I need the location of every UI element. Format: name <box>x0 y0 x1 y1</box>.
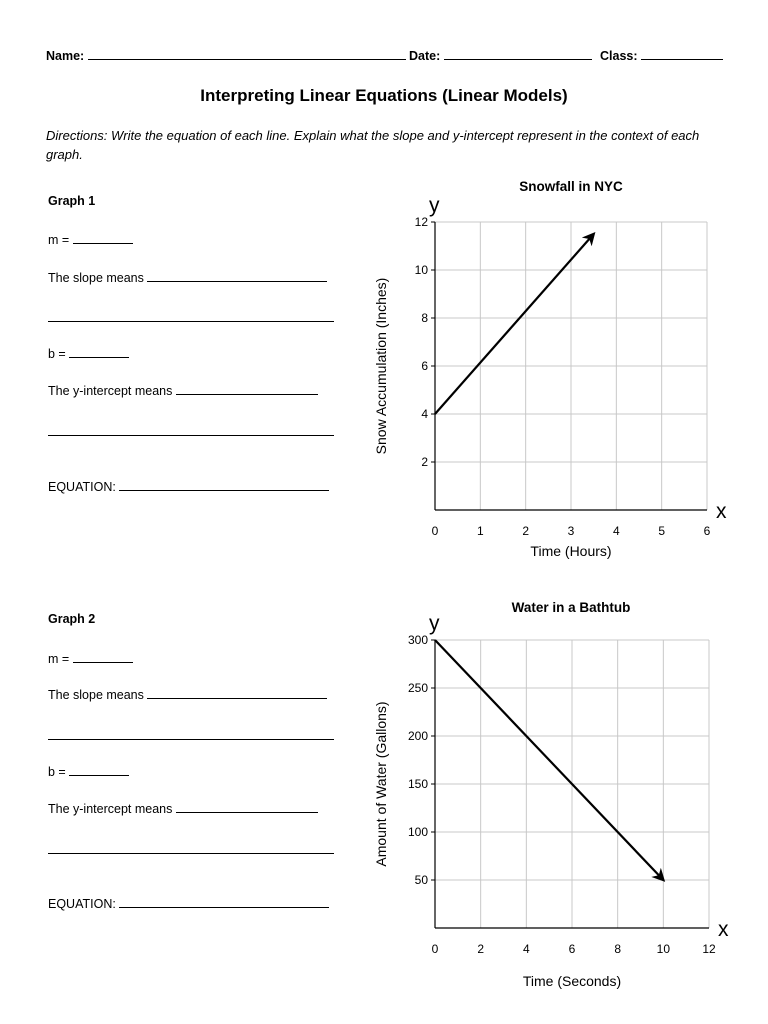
m-blank[interactable] <box>73 651 133 663</box>
slope-label: The slope means <box>48 688 144 702</box>
graph-2-intercept-field[interactable] <box>48 801 318 816</box>
graph-2-b-field[interactable] <box>48 764 129 779</box>
intercept-blank[interactable] <box>176 801 318 813</box>
intercept-label: The y-intercept means <box>48 802 173 816</box>
x-tick-label: 5 <box>658 524 666 538</box>
graph-1-slope-field[interactable] <box>48 270 327 285</box>
name-blank[interactable] <box>88 48 406 60</box>
y-tick-label: 2 <box>421 455 428 469</box>
x-tick-label: 2 <box>477 942 485 956</box>
m-label: m = <box>48 233 70 247</box>
x-axis-letter: x <box>718 918 729 941</box>
slope-blank[interactable] <box>147 270 327 282</box>
date-label: Date: <box>409 49 441 63</box>
class-field[interactable] <box>600 48 723 63</box>
x-tick-label: 0 <box>431 942 439 956</box>
graph-2-intercept-line[interactable] <box>48 853 334 854</box>
graph-2-slope-field[interactable] <box>48 687 327 702</box>
x-tick-label: 4 <box>612 524 620 538</box>
x-tick-label: 0 <box>431 524 439 538</box>
graph-1-m-field[interactable] <box>48 232 133 247</box>
y-tick-label: 8 <box>421 311 428 325</box>
x-tick-label: 4 <box>522 942 530 956</box>
chart-1-svg <box>360 188 768 564</box>
x-axis-title: Time (Seconds) <box>522 973 622 989</box>
y-tick-label: 4 <box>421 407 428 421</box>
x-tick-label: 12 <box>702 942 716 956</box>
date-blank[interactable] <box>444 48 592 60</box>
page-title: Interpreting Linear Equations (Linear Models) <box>200 86 568 105</box>
class-label: Class: <box>600 49 638 63</box>
slope-label: The slope means <box>48 271 144 285</box>
x-tick-label: 3 <box>567 524 575 538</box>
equation-label: EQUATION: <box>48 897 116 911</box>
data-line-water <box>435 640 663 880</box>
intercept-blank[interactable] <box>176 383 318 395</box>
graph-2-equation-field[interactable] <box>48 896 329 911</box>
graph-1-intercept-field[interactable] <box>48 383 318 398</box>
class-blank[interactable] <box>641 48 723 60</box>
x-tick-label: 10 <box>656 942 671 956</box>
graph-1-intercept-line[interactable] <box>48 435 334 436</box>
y-tick-label: 10 <box>414 263 428 277</box>
m-label: m = <box>48 652 70 666</box>
x-axis-letter: x <box>716 500 727 523</box>
equation-label: EQUATION: <box>48 480 116 494</box>
x-tick-label: 8 <box>614 942 622 956</box>
x-tick-label: 2 <box>522 524 530 538</box>
chart-1-title: Snowfall in NYC <box>519 179 623 194</box>
equation-blank[interactable] <box>119 479 329 491</box>
b-blank[interactable] <box>69 346 129 358</box>
graph-1-equation-field[interactable] <box>48 479 329 494</box>
graph-1-slope-line[interactable] <box>48 321 334 322</box>
graph-1-b-field[interactable] <box>48 346 129 361</box>
name-label: Name: <box>46 49 85 63</box>
y-axis-letter: y <box>429 612 440 635</box>
name-field[interactable] <box>46 48 406 63</box>
data-line-snowfall <box>435 234 594 414</box>
b-label: b = <box>48 765 66 779</box>
equation-blank[interactable] <box>119 896 329 908</box>
graph-2-label: Graph 2 <box>48 612 96 626</box>
chart-2-svg <box>360 608 768 1000</box>
x-tick-label: 6 <box>703 524 711 538</box>
graph-2-slope-line[interactable] <box>48 739 334 740</box>
y-tick-label: 250 <box>407 681 428 695</box>
y-tick-label: 150 <box>407 777 428 791</box>
y-axis-title: Amount of Water (Gallons) <box>373 701 389 867</box>
y-tick-label: 50 <box>414 873 428 887</box>
chart-2-title: Water in a Bathtub <box>511 600 631 615</box>
date-field[interactable] <box>409 48 592 63</box>
y-tick-label: 200 <box>407 729 428 743</box>
b-blank[interactable] <box>69 764 129 776</box>
graph-1-label: Graph 1 <box>48 194 96 208</box>
m-blank[interactable] <box>73 232 133 244</box>
y-tick-label: 12 <box>414 215 428 229</box>
y-axis-letter: y <box>429 194 440 217</box>
slope-blank[interactable] <box>147 687 327 699</box>
intercept-label: The y-intercept means <box>48 384 173 398</box>
graph-2-m-field[interactable] <box>48 651 133 666</box>
directions: Directions: Write the equation of each line. Explain what the slope and y-intercept represent in the context of each graph. <box>46 128 700 162</box>
y-tick-label: 300 <box>407 633 428 647</box>
x-axis-title: Time (Hours) <box>530 543 612 559</box>
x-tick-label: 6 <box>568 942 576 956</box>
b-label: b = <box>48 347 66 361</box>
y-tick-label: 100 <box>407 825 428 839</box>
x-tick-label: 1 <box>476 524 484 538</box>
y-axis-title: Snow Accumulation (Inches) <box>373 277 389 455</box>
y-tick-label: 6 <box>421 359 428 373</box>
